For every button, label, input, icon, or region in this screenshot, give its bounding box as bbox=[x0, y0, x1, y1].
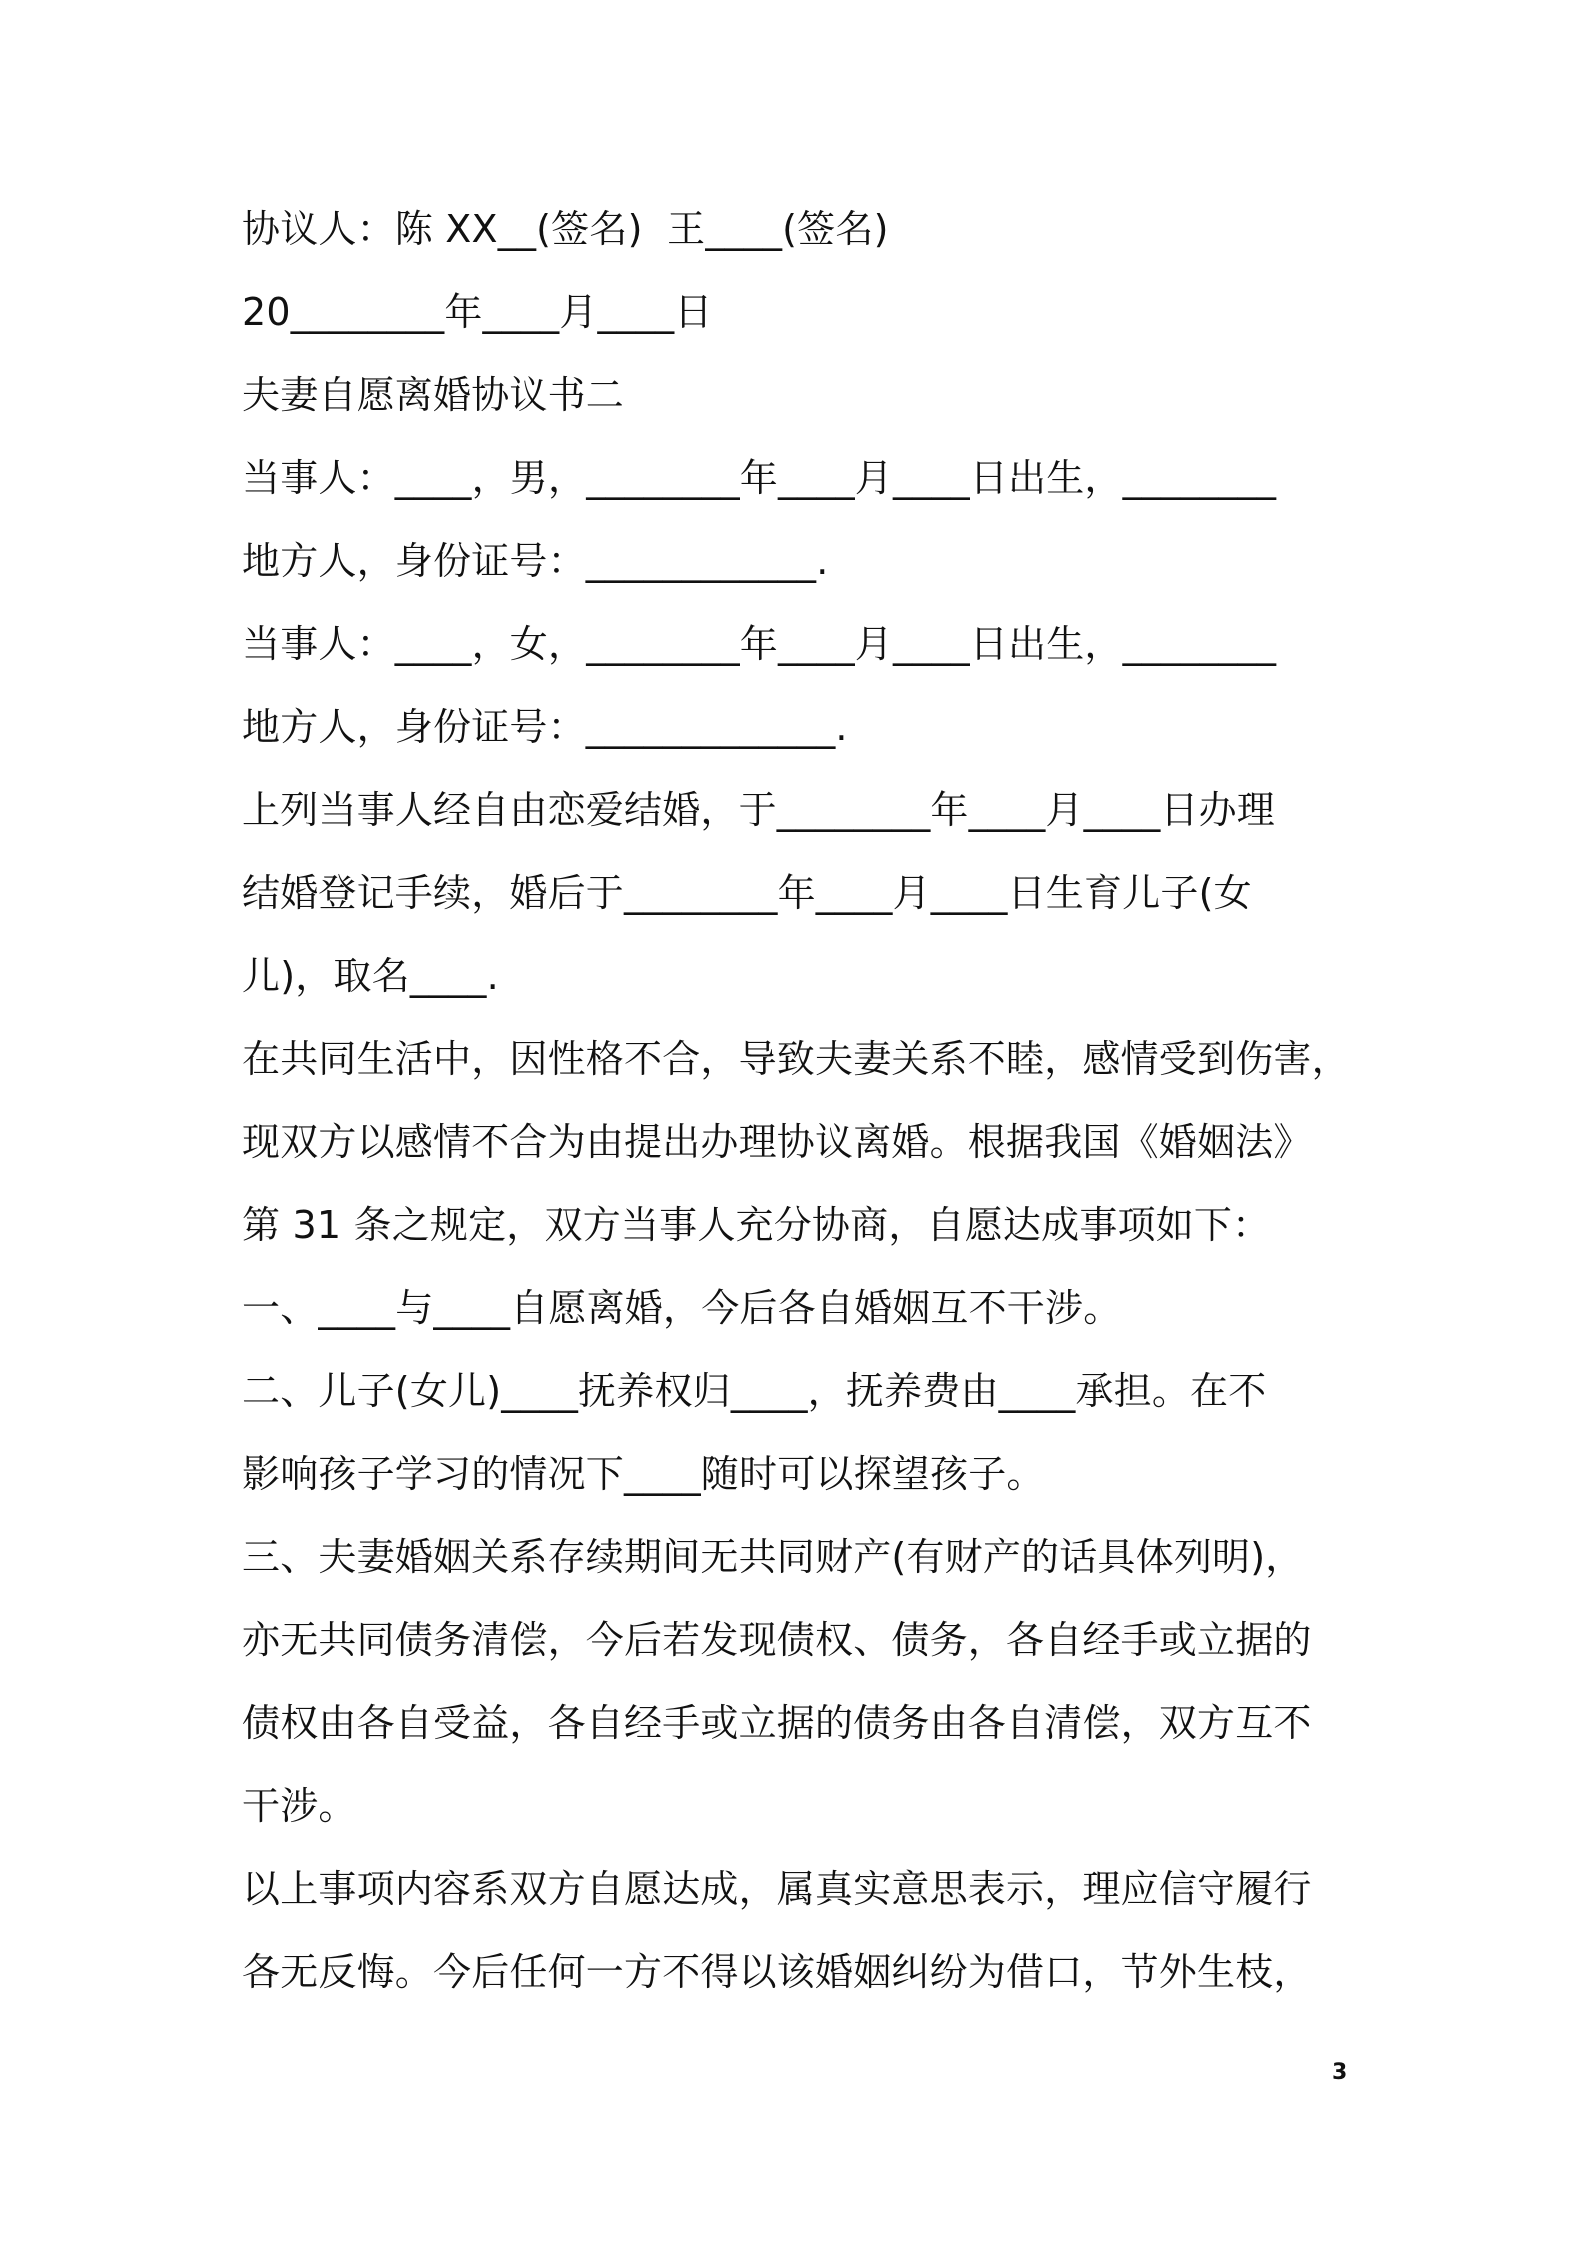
party-male-id-line: 地方人，身份证号：____________. bbox=[242, 539, 829, 583]
clause-three-line: 债权由各自受益，各自经手或立据的债务由各自清偿，双方互不 bbox=[242, 1701, 1312, 1745]
closing-paragraph-line: 各无反悔。今后任何一方不得以该婚姻纠纷为借口，节外生枝， bbox=[242, 1950, 1312, 1994]
paragraph-line: 第 31 条之规定，双方当事人充分协商，自愿达成事项如下： bbox=[242, 1203, 1271, 1247]
clause-one-line: 一、____与____自愿离婚，今后各自婚姻互不干涉。 bbox=[242, 1286, 1122, 1330]
clause-three-line: 亦无共同债务清偿，今后若发现债权、债务，各自经手或立据的 bbox=[242, 1618, 1312, 1662]
clause-two-line: 影响孩子学习的情况下____随时可以探望孩子。 bbox=[242, 1452, 1045, 1496]
paragraph-line: 在共同生活中，因性格不合，导致夫妻关系不睦，感情受到伤害， bbox=[242, 1037, 1350, 1081]
signature-line: 协议人：陈 XX__(签名) 王____(签名) bbox=[242, 207, 889, 251]
date-line: 20________年____月____日 bbox=[242, 290, 713, 334]
page-number: 3 bbox=[1332, 2060, 1348, 2085]
paragraph-line: 现双方以感情不合为由提出办理协议离婚。根据我国《婚姻法》 bbox=[242, 1120, 1312, 1164]
party-female-line: 当事人：____，女，________年____月____日出生，________ bbox=[242, 622, 1277, 666]
paragraph-line: 上列当事人经自由恋爱结婚，于________年____月____日办理 bbox=[242, 788, 1276, 832]
section-title: 夫妻自愿离婚协议书二 bbox=[242, 373, 625, 417]
body-text bbox=[242, 188, 1358, 2014]
clause-three-line: 干涉。 bbox=[242, 1784, 357, 1828]
party-female-id-line: 地方人，身份证号：_____________. bbox=[242, 705, 848, 749]
paragraph-line: 儿)，取名____. bbox=[242, 954, 499, 998]
paragraph-line: 结婚登记手续，婚后于________年____月____日生育儿子(女 bbox=[242, 871, 1252, 915]
party-male-line: 当事人：____，男，________年____月____日出生，________ bbox=[242, 456, 1277, 500]
clause-three-line: 三、夫妻婚姻关系存续期间无共同财产(有财产的话具体列明)， bbox=[242, 1535, 1304, 1579]
closing-paragraph-line: 以上事项内容系双方自愿达成，属真实意思表示，理应信守履行 bbox=[242, 1867, 1312, 1911]
clause-two-line: 二、儿子(女儿)____抚养权归____，抚养费由____承担。在不 bbox=[242, 1369, 1267, 1413]
